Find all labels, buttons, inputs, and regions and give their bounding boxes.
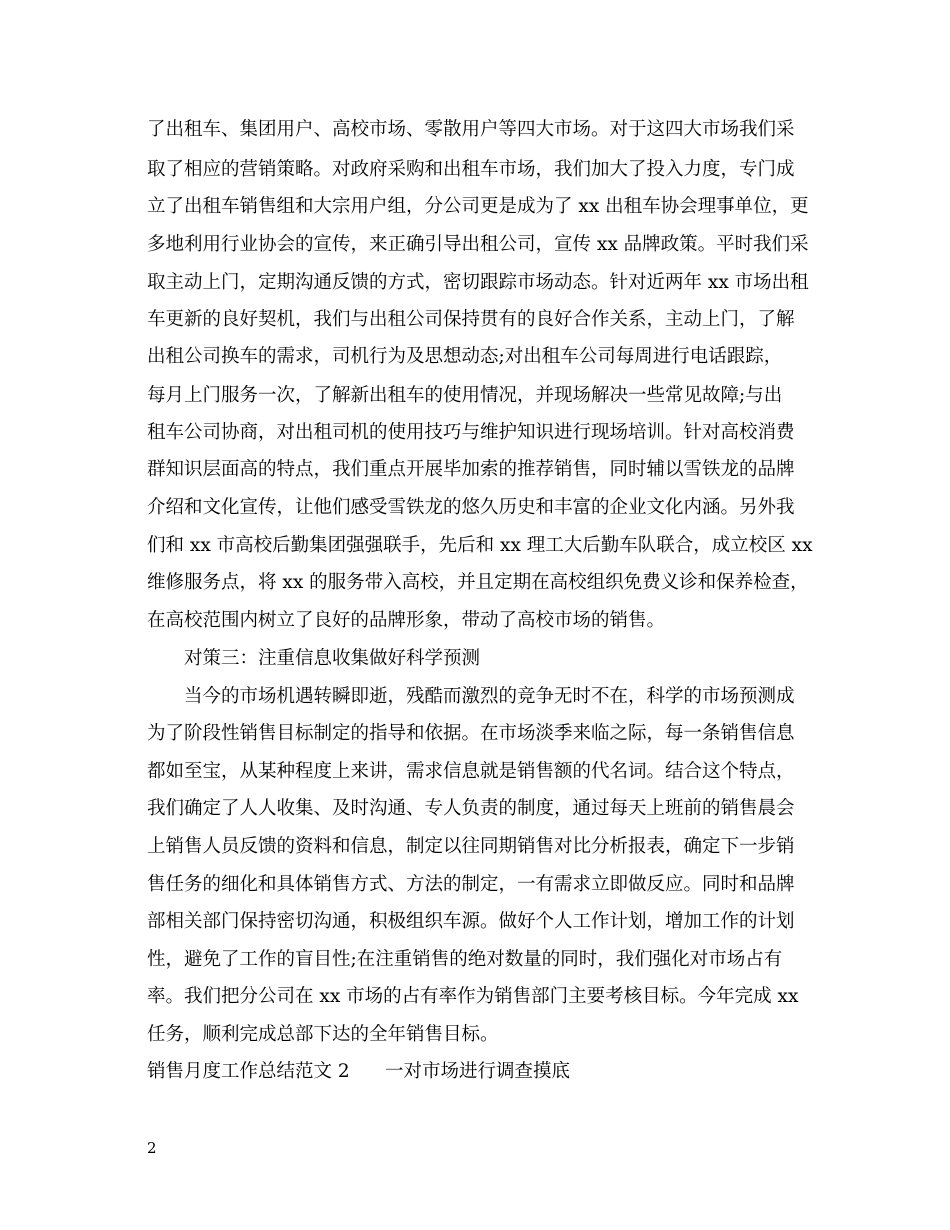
body-text-line: 率。我们把分公司在 xx 市场的占有率作为销售部门主要考核目标。今年完成 xx bbox=[147, 986, 799, 1007]
body-text-line: 群知识层面高的特点，我们重点开展毕加索的推荐销售，同时辅以雪铁龙的品牌 bbox=[147, 459, 795, 480]
body-text-line: 维修服务点，将 xx 的服务带入高校，并且定期在高校组织免费义诊和保养检查， bbox=[147, 572, 809, 593]
next-article-subtitle: 一对市场进行调查摸底 bbox=[385, 1061, 571, 1082]
body-text-line: 性，避免了工作的盲目性;在注重销售的绝对数量的同时，我们强化对市场占有 bbox=[147, 949, 783, 970]
body-text-line: 取了相应的营销策略。对政府采购和出租车市场，我们加大了投入力度，专门成 bbox=[147, 159, 795, 180]
body-text-line: 上销售人员反馈的资料和信息，制定以往同期销售对比分析报表，确定下一步销 bbox=[147, 836, 795, 857]
body-text-line: 了出租车、集团用户、高校市场、零散用户等四大市场。对于这四大市场我们采 bbox=[147, 119, 795, 140]
body-text-line: 多地利用行业协会的宣传，来正确引导出租公司，宣传 xx 品牌政策。平时我们采 bbox=[147, 234, 809, 255]
body-text-line: 部相关部门保持密切沟通，积极组织车源。做好个人工作计划，增加工作的计划 bbox=[147, 911, 795, 932]
body-text-line: 取主动上门，定期沟通反馈的方式，密切跟踪市场动态。针对近两年 xx 市场出租 bbox=[147, 272, 809, 293]
next-article-title: 销售月度工作总结范文 2 bbox=[147, 1061, 350, 1082]
body-text-line: 出租公司换车的需求，司机行为及思想动态;对出租车公司每周进行电话跟踪， bbox=[147, 346, 783, 367]
section-heading: 对策三：注重信息收集做好科学预测 bbox=[184, 648, 481, 669]
page-number: 2 bbox=[147, 1139, 157, 1157]
body-text-line: 租车公司协商，对出租司机的使用技巧与维护知识进行现场培训。针对高校消费 bbox=[147, 422, 795, 443]
body-text-line: 车更新的良好契机，我们与出租公司保持贯有的良好合作关系，主动上门，了解 bbox=[147, 309, 795, 330]
body-text-line: 在高校范围内树立了良好的品牌形象，带动了高校市场的销售。 bbox=[147, 610, 666, 631]
body-text-line: 立了出租车销售组和大宗用户组，分公司更是成为了 xx 出租车协会理事单位，更 bbox=[147, 196, 809, 217]
body-text-line: 每月上门服务一次，了解新出租车的使用情况，并现场解决一些常见故障;与出 bbox=[147, 385, 783, 406]
body-text-line: 售任务的细化和具体销售方式、方法的制定，一有需求立即做反应。同时和品牌 bbox=[147, 874, 795, 895]
body-text-line: 都如至宝，从某种程度上来讲，需求信息就是销售额的代名词。结合这个特点， bbox=[147, 761, 795, 782]
body-text-line: 介绍和文化宣传，让他们感受雪铁龙的悠久历史和丰富的企业文化内涵。另外我 bbox=[147, 497, 795, 518]
body-text-line: 们和 xx 市高校后勤集团强强联手，先后和 xx 理工大后勤车队联合，成立校区 xx bbox=[147, 535, 813, 556]
body-text-line: 任务，顺利完成总部下达的全年销售目标。 bbox=[147, 1024, 499, 1045]
body-text-line: 为了阶段性销售目标制定的指导和依据。在市场淡季来临之际，每一条销售信息 bbox=[147, 723, 795, 744]
body-text-line: 我们确定了人人收集、及时沟通、专人负责的制度，通过每天上班前的销售晨会 bbox=[147, 798, 795, 819]
body-text-line: 当今的市场机遇转瞬即逝，残酷而激烈的竞争无时不在，科学的市场预测成 bbox=[184, 686, 795, 707]
